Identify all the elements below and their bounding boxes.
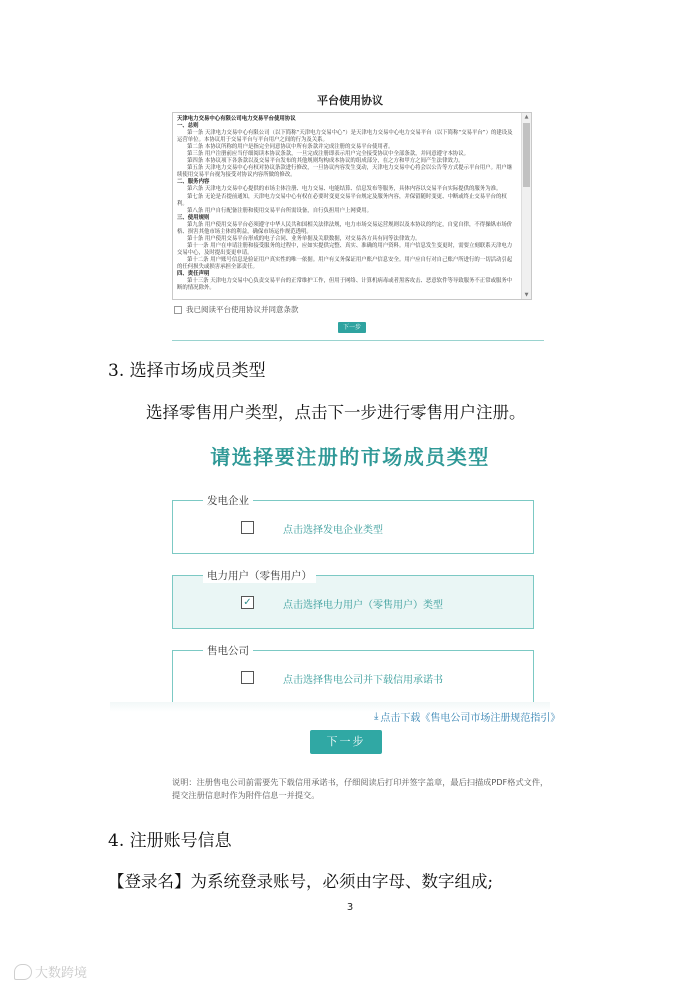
step4-heading: 4. 注册账号信息 <box>108 831 232 851</box>
agreement-clause: 第九条 用户使用交易平台必须遵守中华人民共和国相关法律法规，电力市场交易运营规则以及本协议的约定，自觉自律，不得操纵市场价格、损害其他市场主体的利益，确保市场运作规范透明。 <box>177 221 513 235</box>
download-guide-link[interactable] <box>374 709 560 724</box>
step3-heading: 3. 选择市场成员类型 <box>108 361 266 381</box>
agreement-clause: 第十二条 用户账号信息是验证用户真实性的唯一依据。用户有义务保证用户账户信息安全。用户应自行对自己账户所进行的一切活动引起的任何损失或损害承担全部责任。 <box>177 256 513 270</box>
checkbox-icon[interactable] <box>241 671 254 684</box>
agreement-text <box>177 116 517 292</box>
group-label: 售电公司 <box>203 643 253 658</box>
agreement-next-button[interactable]: 下一步 <box>338 322 366 333</box>
member-group-retail-user[interactable] <box>172 570 534 629</box>
scroll-down-arrow-icon[interactable]: ▼ <box>524 292 529 298</box>
agreement-clause: 第十一条 用户在申请注册和接受服务的过程中，应如实提供完整、真实、准确的用户资料。用户信息发生变更时，需要立刻联系天津电力交易中心，及时提出变更申请。 <box>177 242 513 256</box>
scroll-up-arrow-icon[interactable]: ▲ <box>524 114 529 120</box>
scroll-thumb[interactable] <box>523 123 530 187</box>
watermark-logo-icon <box>14 964 32 980</box>
agreement-clause: 第五条 天津电力交易中心有权对协议条款进行修改，一旦协议内容发生变动，天津电力交易中心将会以公告等方式提示平台用户。用户继续使用交易平台视为接受对协议内容所做的修改。 <box>177 165 513 179</box>
agreement-clause: 第七条 无论是否提前通知，天津电力交易中心有权在必要时变更交易平台规定及服务内容，并保留随时变更、中断或终止交易平台的权利。 <box>177 193 507 207</box>
member-group-generator[interactable] <box>172 495 534 554</box>
agreement-clause: 第一条 天津电力交易中心有限公司（以下简称“天津电力交易中心”）是天津电力交易中心电力交易平台（以下简称“交易平台”）的建设及运营单位。本协议用于交易平台与平台用户之间的行为及关系。 <box>177 130 513 144</box>
group-option[interactable]: 点击选择电力用户（零售用户）类型 <box>283 600 443 611</box>
agreement-section-heading: 三、使用规则 <box>177 214 210 221</box>
download-link-text[interactable]: 点击下载《售电公司市场注册规范指引》 <box>380 713 561 724</box>
group-label: 发电企业 <box>203 493 253 508</box>
agreement-clause: 第十条 用户使用交易平台形成的电子合同、业务单据及关联数据，对交易各方具有同等法律效力。 <box>187 235 421 242</box>
consent-label: 我已阅读平台使用协议并同意条款 <box>186 305 299 314</box>
watermark-text: 大数跨境 <box>35 966 88 981</box>
agreement-clause: 第四条 本协议项下各条款以及交易平台发布的其他规则均构成本协议的组成部分，在之方和甲方之间产生法律效力。 <box>187 158 464 165</box>
agreement-doc-title: 天津电力交易中心有限公司电力交易平台使用协议 <box>177 116 296 122</box>
agreement-section-heading: 四、责任声明 <box>177 271 210 278</box>
member-select-note: 说明：注册售电公司前需要先下载信用承诺书，仔细阅读后打印并签字盖章，最后扫描成PDF格式文件，提交注册信息时作为附件信息一并提交。 <box>172 777 549 800</box>
checkbox-icon[interactable] <box>241 521 254 534</box>
download-icon: ⤓ <box>374 711 379 722</box>
member-select-title: 请选择要注册的市场成员类型 <box>210 445 490 469</box>
group-option[interactable]: 点击选择售电公司并下载信用承诺书 <box>283 675 443 686</box>
agreement-clause: 第二条 本协议所称的用户是指完全同意协议中所有条款并完成注册的交易平台使用者。 <box>187 144 394 151</box>
checkbox-checked-icon[interactable]: ✓ <box>241 596 254 609</box>
agreement-section-heading: 二、服务内容 <box>177 179 210 186</box>
agreement-textbox[interactable] <box>172 112 532 300</box>
agreement-scrollbar[interactable] <box>521 113 531 299</box>
step3-description: 选择零售用户类型，点击下一步进行零售用户注册。 <box>146 403 526 422</box>
agreement-title: 平台使用协议 <box>317 94 383 107</box>
group-option[interactable]: 点击选择发电企业类型 <box>283 525 383 536</box>
member-next-button[interactable]: 下一步 <box>310 730 382 754</box>
group-label: 电力用户（零售用户） <box>203 568 316 583</box>
consent-checkbox[interactable] <box>174 306 182 314</box>
agreement-clause: 第八条 用户自行配备注册和使用交易平台所需设备，自行负担用户上网费用。 <box>187 207 372 214</box>
member-group-retail-company[interactable] <box>172 645 534 704</box>
agreement-clause: 第十三条 天津电力交易中心负责交易平台的正常维护工作，但用于网络、计算机病毒或者黑客攻击、恶意软件等导致服务不正常或服务中断的情况除外。 <box>177 278 513 292</box>
agreement-section-heading: 一、总则 <box>177 123 199 130</box>
agreement-clause: 第六条 天津电力交易中心提供的市场主体注册、电力交易、电能结算、信息发布等服务，具体内容以交易平台实际提供的服务为准。 <box>187 186 502 193</box>
watermark <box>14 962 87 981</box>
agreement-clause: 第三条 用户注册前应当仔细阅读本协议条款，一旦完成注册即表示用户完全接受协议中全部条款，并同意遵守本协议。 <box>187 151 470 158</box>
agreement-consent[interactable] <box>174 304 299 315</box>
page-number: 3 <box>346 902 354 913</box>
step4-description: 【登录名】为系统登录账号，必须由字母、数字组成; <box>108 872 494 891</box>
divider <box>172 340 544 341</box>
